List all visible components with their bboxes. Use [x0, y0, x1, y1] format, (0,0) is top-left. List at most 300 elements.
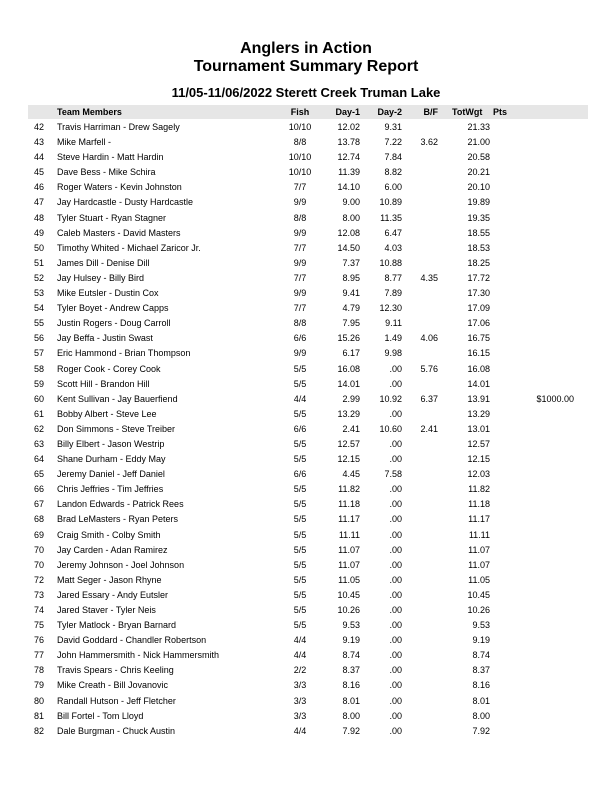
day2-cell: 11.35: [380, 212, 402, 223]
day1-cell: 13.78: [337, 137, 360, 148]
table-row: [0, 452, 612, 467]
total-weight-cell: 17.09: [467, 303, 490, 314]
table-row: [0, 407, 612, 422]
rank-cell: 77: [34, 650, 45, 661]
total-weight-cell: 20.58: [467, 152, 490, 163]
team-members-cell: Shane Durham - Eddy May: [57, 454, 166, 465]
day2-cell: 8.77: [384, 272, 402, 283]
team-members-cell: Eric Hammond - Brian Thompson: [57, 348, 191, 359]
day2-cell: 6.47: [384, 227, 402, 238]
rank-cell: 55: [34, 318, 45, 329]
day1-cell: 2.99: [342, 393, 360, 404]
fish-cell: 7/7: [293, 303, 307, 314]
rank-cell: 69: [34, 529, 45, 540]
total-weight-cell: 20.21: [467, 167, 490, 178]
day1-cell: 7.37: [342, 257, 360, 268]
team-members-cell: Jay Carden - Adan Ramirez: [57, 544, 168, 555]
fish-cell: 10/10: [288, 152, 312, 163]
fish-cell: 7/7: [293, 242, 307, 253]
rank-cell: 63: [34, 438, 45, 449]
day2-cell: .00: [389, 589, 402, 600]
rank-cell: 78: [34, 665, 45, 676]
day2-cell: 7.84: [384, 152, 402, 163]
total-weight-cell: 8.37: [472, 665, 490, 676]
day1-cell: 12.74: [337, 152, 360, 163]
total-weight-cell: 11.07: [468, 559, 490, 570]
fish-cell: 5/5: [293, 454, 307, 465]
day2-cell: 8.82: [384, 167, 402, 178]
team-members-cell: Mike Eutsler - Dustin Cox: [57, 288, 159, 299]
day2-cell: 4.03: [384, 242, 402, 253]
table-row: [0, 437, 612, 452]
rank-cell: 45: [34, 167, 45, 178]
day1-cell: 10.26: [337, 605, 360, 615]
team-members-cell: Steve Hardin - Matt Hardin: [57, 152, 164, 163]
table-row: [0, 226, 612, 241]
day1-cell: 14.01: [337, 378, 360, 389]
big-fish-cell: 4.35: [420, 272, 438, 283]
table-row: [0, 286, 612, 301]
table-row: [0, 150, 612, 165]
rank-cell: 81: [34, 710, 45, 721]
rank-cell: 80: [34, 695, 45, 706]
day1-cell: 11.82: [338, 484, 360, 495]
total-weight-cell: 11.17: [468, 514, 490, 525]
total-weight-cell: 11.18: [468, 499, 490, 510]
day1-cell: 11.07: [338, 559, 360, 570]
team-members-cell: David Goddard - Chandler Robertson: [57, 635, 207, 646]
table-row: [0, 694, 612, 709]
table-row: [0, 618, 612, 633]
team-members-cell: Brad LeMasters - Ryan Peters: [57, 514, 179, 525]
day1-cell: 8.95: [342, 272, 360, 283]
fish-cell: 3/3: [293, 680, 307, 691]
day1-cell: 12.15: [337, 454, 360, 465]
header-day1: Day-1: [335, 107, 360, 117]
team-members-cell: Landon Edwards - Patrick Rees: [57, 499, 184, 510]
fish-cell: 3/3: [293, 695, 307, 706]
rank-cell: 51: [34, 257, 45, 268]
fish-cell: 8/8: [293, 318, 307, 329]
table-row: [0, 482, 612, 497]
day2-cell: .00: [389, 408, 402, 419]
team-members-cell: Jay Hardcastle - Dusty Hardcastle: [57, 197, 194, 208]
rank-cell: 49: [34, 227, 45, 238]
fish-cell: 5/5: [293, 529, 307, 540]
day2-cell: .00: [389, 725, 402, 736]
day2-cell: 9.98: [384, 348, 402, 359]
team-members-cell: Billy Elbert - Jason Westrip: [57, 438, 165, 449]
total-weight-cell: 12.57: [467, 438, 490, 449]
day1-cell: 15.26: [337, 333, 360, 344]
team-members-cell: Travis Harriman - Drew Sagely: [57, 122, 180, 132]
day2-cell: .00: [389, 635, 402, 646]
rank-cell: 68: [34, 514, 45, 525]
day1-cell: 12.08: [337, 227, 360, 238]
day2-cell: .00: [389, 574, 402, 585]
day2-cell: .00: [389, 363, 402, 374]
day2-cell: .00: [389, 438, 402, 449]
day2-cell: .00: [389, 454, 402, 465]
day1-cell: 9.53: [342, 620, 360, 631]
fish-cell: 3/3: [293, 710, 307, 721]
team-members-cell: Tyler Matlock - Bryan Barnard: [57, 620, 177, 631]
fish-cell: 5/5: [293, 620, 307, 631]
fish-cell: 4/4: [293, 725, 307, 736]
day1-cell: 11.11: [338, 529, 360, 540]
day2-cell: 10.88: [379, 257, 402, 268]
rank-cell: 47: [34, 197, 45, 208]
day1-cell: 14.50: [337, 242, 360, 253]
total-weight-cell: 17.06: [467, 318, 490, 329]
total-weight-cell: 13.29: [467, 408, 490, 419]
fish-cell: 4/4: [293, 650, 307, 661]
total-weight-cell: 11.05: [468, 574, 490, 585]
table-row: [0, 528, 612, 543]
day2-cell: .00: [389, 514, 402, 525]
fish-cell: 6/6: [293, 423, 307, 434]
day2-cell: 7.22: [384, 137, 402, 148]
fish-cell: 2/2: [293, 665, 307, 676]
day2-cell: 12.30: [379, 303, 402, 314]
table-row: [0, 497, 612, 512]
rank-cell: 65: [34, 469, 45, 480]
table-row: [0, 135, 612, 150]
fish-cell: 5/5: [293, 589, 307, 600]
table-row: [0, 648, 612, 663]
rank-cell: 82: [34, 725, 45, 736]
rank-cell: 53: [34, 288, 45, 299]
day2-cell: .00: [389, 650, 402, 661]
day1-cell: 8.37: [342, 665, 360, 676]
table-row: [0, 392, 612, 407]
table-row: [0, 467, 612, 482]
fish-cell: 5/5: [293, 574, 307, 585]
header-fish: Fish: [290, 107, 310, 117]
total-weight-cell: 16.08: [467, 363, 490, 374]
team-members-cell: Timothy Whited - Michael Zaricor Jr.: [57, 242, 201, 253]
day2-cell: .00: [389, 484, 402, 495]
total-weight-cell: 14.01: [467, 378, 490, 389]
total-weight-cell: 12.03: [467, 469, 490, 480]
rank-cell: 75: [34, 620, 45, 631]
fish-cell: 5/5: [293, 544, 307, 555]
day1-cell: 8.01: [342, 695, 360, 706]
total-weight-cell: 11.07: [468, 544, 490, 555]
total-weight-cell: 9.19: [472, 635, 490, 646]
total-weight-cell: 21.33: [467, 122, 490, 132]
fish-cell: 5/5: [293, 438, 307, 449]
rank-cell: 52: [34, 272, 45, 283]
rank-cell: 56: [34, 333, 45, 344]
day1-cell: 11.18: [338, 499, 360, 510]
team-members-cell: Randall Hutson - Jeff Fletcher: [57, 695, 176, 706]
rank-cell: 62: [34, 423, 45, 434]
day2-cell: 1.49: [384, 333, 402, 344]
team-members-cell: Travis Spears - Chris Keeling: [57, 665, 174, 676]
table-row: [0, 316, 612, 331]
table-row: [0, 180, 612, 195]
table-row: [0, 346, 612, 361]
day1-cell: 6.17: [342, 348, 360, 359]
day1-cell: 9.41: [342, 288, 360, 299]
team-members-cell: Roger Cook - Corey Cook: [57, 363, 161, 374]
fish-cell: 7/7: [293, 272, 307, 283]
day1-cell: 11.07: [338, 544, 360, 555]
day2-cell: .00: [389, 680, 402, 691]
total-weight-cell: 8.16: [472, 680, 490, 691]
rank-cell: 50: [34, 242, 45, 253]
rank-cell: 44: [34, 152, 45, 163]
total-weight-cell: 20.10: [467, 182, 490, 193]
big-fish-cell: 3.62: [420, 137, 438, 148]
day2-cell: .00: [389, 710, 402, 721]
team-members-cell: Jeremy Johnson - Joel Johnson: [57, 559, 185, 570]
fish-cell: 5/5: [293, 605, 307, 615]
table-row: [0, 165, 612, 180]
table-row: [0, 301, 612, 316]
table-row: [0, 573, 612, 588]
fish-cell: 4/4: [293, 635, 307, 646]
rank-cell: 60: [34, 393, 45, 404]
total-weight-cell: 13.01: [467, 423, 490, 434]
table-row: [0, 211, 612, 226]
team-members-cell: Justin Rogers - Doug Carroll: [57, 318, 171, 329]
day2-cell: .00: [389, 695, 402, 706]
total-weight-cell: 13.91: [467, 393, 490, 404]
fish-cell: 5/5: [293, 378, 307, 389]
day1-cell: 9.00: [342, 197, 360, 208]
total-weight-cell: 10.26: [467, 605, 490, 615]
day2-cell: .00: [389, 499, 402, 510]
fish-cell: 8/8: [293, 212, 307, 223]
total-weight-cell: 11.82: [468, 484, 490, 495]
table-row: [0, 633, 612, 648]
total-weight-cell: 10.45: [467, 589, 490, 600]
team-members-cell: James Dill - Denise Dill: [57, 257, 150, 268]
rank-cell: 48: [34, 212, 45, 223]
table-row: [0, 709, 612, 724]
day1-cell: 8.16: [342, 680, 360, 691]
fish-cell: 5/5: [293, 363, 307, 374]
total-weight-cell: 18.53: [467, 242, 490, 253]
team-members-cell: Caleb Masters - David Masters: [57, 227, 181, 238]
big-fish-cell: 6.37: [420, 393, 438, 404]
team-members-cell: Scott Hill - Brandon Hill: [57, 378, 150, 389]
team-members-cell: Bill Fortel - Tom Lloyd: [57, 710, 144, 721]
fish-cell: 9/9: [293, 288, 307, 299]
day2-cell: 9.11: [385, 318, 402, 329]
total-weight-cell: 16.75: [467, 333, 490, 344]
fish-cell: 9/9: [293, 348, 307, 359]
total-weight-cell: 19.89: [467, 197, 490, 208]
rank-cell: 76: [34, 635, 45, 646]
day2-cell: .00: [389, 620, 402, 631]
day1-cell: 7.92: [342, 725, 360, 736]
day1-cell: 10.45: [337, 589, 360, 600]
rank-cell: 64: [34, 454, 45, 465]
rank-cell: 70: [34, 544, 45, 555]
team-members-cell: Mike Creath - Bill Jovanovic: [57, 680, 169, 691]
table-row: [0, 724, 612, 739]
day1-cell: 2.41: [342, 423, 360, 434]
team-members-cell: John Hammersmith - Nick Hammersmith: [57, 650, 220, 661]
rank-cell: 72: [34, 574, 45, 585]
table-row: [0, 331, 612, 346]
table-row: [0, 377, 612, 392]
day2-cell: 7.89: [384, 288, 402, 299]
team-members-cell: Dale Burgman - Chuck Austin: [57, 725, 176, 736]
day2-cell: .00: [389, 378, 402, 389]
day1-cell: 12.57: [337, 438, 360, 449]
team-members-cell: Chris Jeffries - Tim Jeffries: [57, 484, 164, 495]
total-weight-cell: 9.53: [472, 620, 490, 631]
team-members-cell: Jeremy Daniel - Jeff Daniel: [57, 469, 165, 480]
total-weight-cell: 18.25: [467, 257, 490, 268]
day1-cell: 8.00: [342, 212, 360, 223]
report-subtitle: 11/05-11/06/2022 Sterett Creek Truman Lake: [171, 85, 441, 100]
day1-cell: 11.17: [338, 514, 360, 525]
total-weight-cell: 16.15: [467, 348, 490, 359]
fish-cell: 5/5: [293, 514, 307, 525]
fish-cell: 7/7: [293, 182, 307, 193]
rank-cell: 57: [34, 348, 45, 359]
day2-cell: .00: [389, 605, 402, 615]
day1-cell: 4.45: [342, 469, 360, 480]
fish-cell: 4/4: [293, 393, 307, 404]
total-weight-cell: 21.00: [467, 137, 490, 148]
rank-cell: 46: [34, 182, 45, 193]
fish-cell: 5/5: [293, 559, 307, 570]
rank-cell: 43: [34, 137, 45, 148]
table-row: [0, 558, 612, 573]
results-table: [0, 120, 612, 739]
fish-cell: 5/5: [293, 484, 307, 495]
total-weight-cell: 18.55: [467, 227, 490, 238]
team-members-cell: Tyler Stuart - Ryan Stagner: [57, 212, 167, 223]
day1-cell: 14.10: [337, 182, 360, 193]
table-row: [0, 588, 612, 603]
day1-cell: 8.74: [342, 650, 360, 661]
team-members-cell: Roger Waters - Kevin Johnston: [57, 182, 182, 193]
points-cell: $1000.00: [536, 393, 574, 404]
total-weight-cell: 7.92: [472, 725, 490, 736]
team-members-cell: Dave Bess - Mike Schira: [57, 167, 156, 178]
rank-cell: 79: [34, 680, 45, 691]
team-members-cell: Tyler Boyet - Andrew Capps: [57, 303, 169, 314]
team-members-cell: Craig Smith - Colby Smith: [57, 529, 161, 540]
day2-cell: .00: [389, 559, 402, 570]
table-row: [0, 543, 612, 558]
rank-cell: 61: [34, 408, 45, 419]
day2-cell: 10.89: [379, 197, 402, 208]
fish-cell: 6/6: [293, 333, 307, 344]
table-row: [0, 120, 612, 135]
day1-cell: 9.19: [342, 635, 360, 646]
big-fish-cell: 4.06: [420, 333, 438, 344]
fish-cell: 10/10: [288, 122, 312, 132]
day1-cell: 13.29: [337, 408, 360, 419]
team-members-cell: Bobby Albert - Steve Lee: [57, 408, 157, 419]
total-weight-cell: 8.74: [472, 650, 490, 661]
team-members-cell: Matt Seger - Jason Rhyne: [57, 574, 162, 585]
header-team-members: Team Members: [57, 107, 122, 117]
fish-cell: 6/6: [293, 469, 307, 480]
header-totwgt: TotWgt: [452, 107, 483, 117]
rank-cell: 42: [34, 122, 45, 132]
rank-cell: 66: [34, 484, 45, 495]
total-weight-cell: 11.11: [468, 529, 490, 540]
total-weight-cell: 8.00: [472, 710, 490, 721]
day1-cell: 11.39: [338, 167, 360, 178]
report-org-title: Anglers in Action: [240, 40, 372, 57]
total-weight-cell: 17.30: [467, 288, 490, 299]
team-members-cell: Don Simmons - Steve Treiber: [57, 423, 176, 434]
rank-cell: 59: [34, 378, 45, 389]
table-row: [0, 362, 612, 377]
fish-cell: 5/5: [293, 408, 307, 419]
header-day2: Day-2: [377, 107, 402, 117]
big-fish-cell: 2.41: [420, 423, 438, 434]
day1-cell: 11.05: [338, 574, 360, 585]
day1-cell: 4.79: [342, 303, 360, 314]
day2-cell: .00: [389, 529, 402, 540]
day2-cell: 7.58: [384, 469, 402, 480]
fish-cell: 8/8: [293, 137, 307, 148]
table-row: [0, 512, 612, 527]
total-weight-cell: 8.01: [472, 695, 490, 706]
table-row: [0, 678, 612, 693]
rank-cell: 67: [34, 499, 45, 510]
header-bf: B/F: [423, 107, 438, 117]
table-row: [0, 271, 612, 286]
fish-cell: 10/10: [288, 167, 312, 178]
table-row: [0, 256, 612, 271]
table-row: [0, 241, 612, 256]
rank-cell: 70: [34, 559, 45, 570]
team-members-cell: Kent Sullivan - Jay Bauerfiend: [57, 393, 178, 404]
report-title: Tournament Summary Report: [193, 58, 419, 75]
team-members-cell: Jay Beffa - Justin Swast: [57, 333, 153, 344]
day1-cell: 12.02: [337, 122, 360, 132]
day2-cell: 9.31: [384, 122, 402, 132]
day1-cell: 7.95: [342, 318, 360, 329]
fish-cell: 9/9: [293, 227, 307, 238]
table-row: [0, 663, 612, 678]
table-row: [0, 603, 612, 618]
table-row: [0, 422, 612, 437]
day2-cell: .00: [389, 544, 402, 555]
day2-cell: .00: [389, 665, 402, 676]
team-members-cell: Mike Marfell -: [57, 137, 112, 148]
team-members-cell: Jared Staver - Tyler Neis: [57, 605, 156, 615]
big-fish-cell: 5.76: [420, 363, 438, 374]
team-members-cell: Jay Hulsey - Billy Bird: [57, 272, 145, 283]
rank-cell: 74: [34, 605, 45, 615]
day2-cell: 10.60: [379, 423, 402, 434]
rank-cell: 73: [34, 589, 45, 600]
day1-cell: 16.08: [337, 363, 360, 374]
table-row: [0, 195, 612, 210]
day1-cell: 8.00: [342, 710, 360, 721]
total-weight-cell: 12.15: [467, 454, 490, 465]
team-members-cell: Jared Essary - Andy Eutsler: [57, 589, 169, 600]
fish-cell: 9/9: [293, 197, 307, 208]
fish-cell: 5/5: [293, 499, 307, 510]
rank-cell: 54: [34, 303, 45, 314]
total-weight-cell: 17.72: [467, 272, 490, 283]
day2-cell: 6.00: [384, 182, 402, 193]
